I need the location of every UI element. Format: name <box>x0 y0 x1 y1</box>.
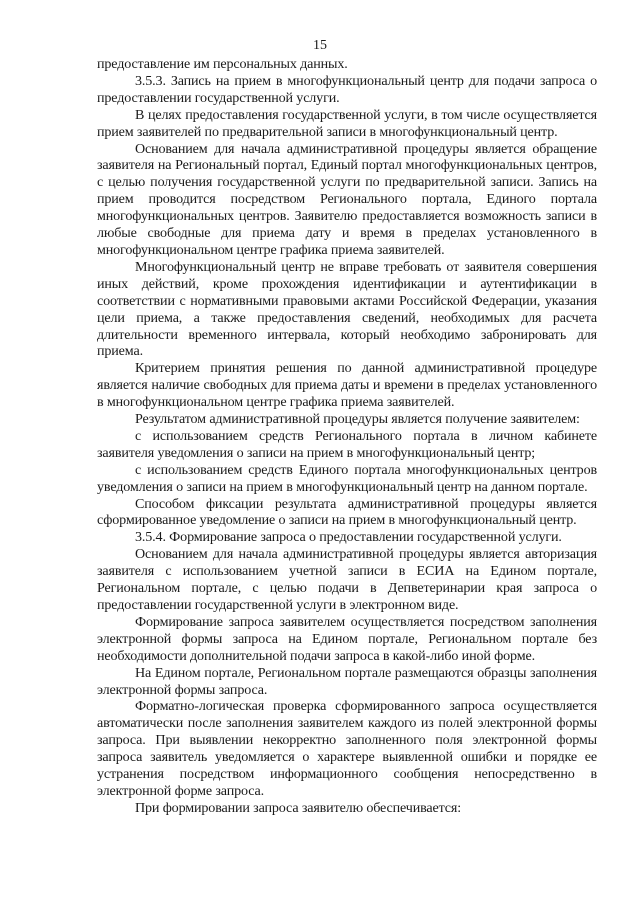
paragraph: с использованием средств Единого портала многофункциональных центров уведомления о записи на прием в многофункциональный центр на данном портале. <box>97 461 597 495</box>
paragraph: Формирование запроса заявителем осуществляется посредством заполнения электронной формы запроса на Едином портале, Региональном портале без необходимости дополнительной подачи запроса в какой-либо иной форме. <box>97 613 597 664</box>
paragraph: Способом фиксации результата административной процедуры является сформированное уведомление о записи на прием в многофункциональный центр. <box>97 495 597 529</box>
paragraph: В целях предоставления государственной услуги, в том числе осуществляется прием заявителей по предварительной записи в многофункциональный центр. <box>97 106 597 140</box>
document-body <box>97 56 597 817</box>
paragraph: При формировании запроса заявителю обеспечивается: <box>135 799 462 816</box>
paragraph: предоставление им персональных данных. <box>97 56 348 72</box>
paragraph: Критерием принятия решения по данной административной процедуре является наличие свободных для приема даты и времени в пределах установленного в многофункциональном центре графика приема заявителей. <box>97 360 597 411</box>
paragraph: 3.5.4. Формирование запроса о предоставлении государственной услуги. <box>135 529 562 546</box>
page-number: 15 <box>313 38 327 53</box>
paragraph: На Едином портале, Региональном портале размещаются образцы заполнения электронной формы запроса. <box>97 664 597 698</box>
paragraph: Результатом административной процедуры является получение заявителем: <box>135 411 580 428</box>
paragraph: Многофункциональный центр не вправе требовать от заявителя совершения иных действий, кроме прохождения идентификации и аутентификации в соответствии с нормативными правовыми актами Российской Федерации, указания цели приема, а также предоставления сведений, необходимых для расчета длительности временного интервала, который необходимо забронировать для приема. <box>97 258 597 360</box>
paragraph: Основанием для начала административной процедуры является авторизация заявителя с использованием учетной записи в ЕСИА на Едином портале, Региональном портале, с целью подачи в Депветеринарии края запроса о предоставлении государственной услуги в электронном виде. <box>97 546 597 613</box>
paragraph: с использованием средств Регионального портала в личном кабинете заявителя уведомления о записи на прием в многофункциональный центр; <box>97 427 597 461</box>
paragraph: 3.5.3. Запись на прием в многофункциональный центр для подачи запроса о предоставлении государственной услуги. <box>97 72 597 106</box>
paragraph: Форматно-логическая проверка сформированного запроса осуществляется автоматически после заполнения заявителем каждого из полей электронной формы запроса. При выявлении некорректно заполненного поля электронной формы запроса заявитель уведомляется о характере выявленной ошибки и порядке ее устранения посредством информационного сообщения непосредственно в электронной форме запроса. <box>97 698 597 799</box>
paragraph: Основанием для начала административной процедуры является обращение заявителя на Региональный портал, Единый портал многофункциональных центров, с целью получения государственной услуги по предварительной записи. Запись на прием проводится посредством Регионального портала, Единого портала многофункциональных центров. Заявителю предоставляется возможность записи в любые свободные для приема дату и время в пределах установленного в многофункциональном центре графика приема заявителей. <box>97 140 597 258</box>
